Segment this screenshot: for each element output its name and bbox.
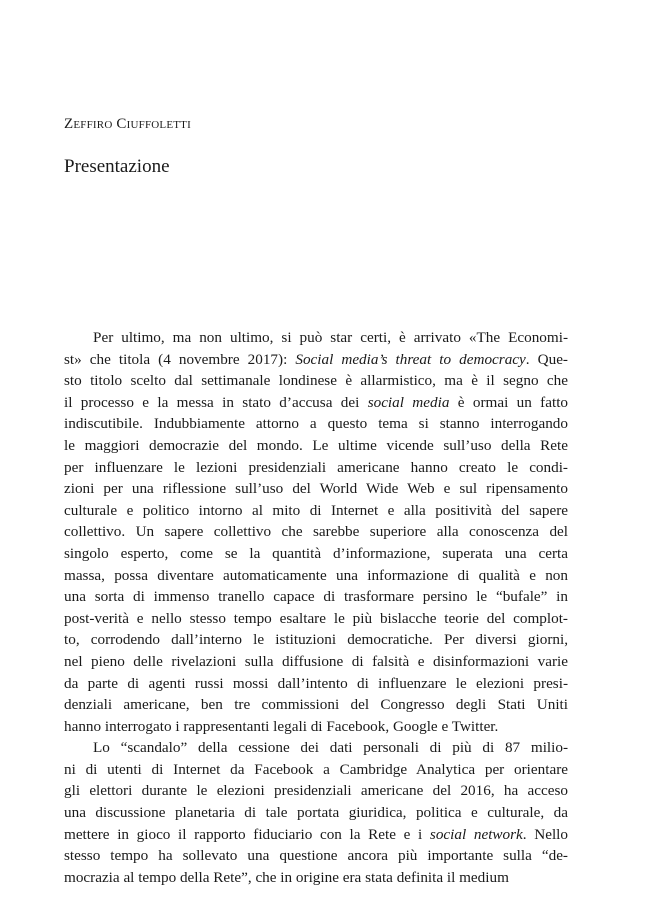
text-run: to, corrodendo dall’interno le istituzioni democratiche. Per diversi giorni, [64,631,568,649]
text-run: hanno interrogato i rappresentanti legali di Facebook, Google e Twitter. [64,717,499,735]
text-line [64,392,568,414]
text-line [64,370,568,392]
text-line [64,867,568,889]
text-line [64,694,568,716]
text-run: le maggiori democrazie del mondo. Le ultime vicende sull’uso della Rete [64,436,568,454]
text-run: una discussione planetaria di tale portata giuridica, politica e culturale, da [64,804,568,822]
body-text [64,327,568,888]
text-run: mettere in gioco il rapporto fiduciario con la Rete e i [64,825,430,843]
text-line [64,845,568,867]
text-run: il processo e la messa in stato d’accusa dei [64,393,368,411]
text-run: st» che titola (4 novembre 2017): [64,350,296,368]
text-line [64,349,568,371]
text-line [64,651,568,673]
text-line [64,629,568,651]
italic-text: Social media’s threat to democracy [295,350,526,368]
text-line [64,565,568,587]
text-run: collettivo. Un sapere collettivo che sarebbe superiore alla conoscenza del [64,523,568,541]
text-run: Per ultimo, ma non ultimo, si può star certi, è arrivato «The Economi- [93,329,568,346]
text-run: culturale e politico intorno al mito di Internet e alla positività del sapere [64,501,568,519]
text-line [64,435,568,457]
text-run: stesso tempo ha sollevato una questione ancora più importante sulla “de- [64,847,568,865]
text-run: zioni per una riflessione sull’uso del World Wide Web e sul ripensamento [64,480,568,498]
text-line [64,457,568,479]
text-run: singolo esperto, come se la quantità d’informazione, superata una certa [64,544,568,562]
text-run: una sorta di immenso tranello capace di trasformare persino le “bufale” in [64,588,568,606]
italic-text: social media [367,393,450,411]
text-run: denziali americane, ben tre commissioni del Congresso degli Stati Uniti [64,696,568,714]
text-line [64,737,568,759]
text-line [64,716,568,738]
italic-text: social network [429,825,523,843]
text-run: è ormai un fatto [449,393,568,411]
text-run: Lo “scandalo” della cessione dei dati personali di più di 87 milio- [93,739,568,757]
text-run: sto titolo scelto dal settimanale londinese è allarmistico, ma è il segno che [64,372,568,390]
text-run: ni di utenti di Internet da Facebook a Cambridge Analytica per orientare [64,760,568,778]
author-name: Zeffiro Ciuffoletti [64,116,191,132]
text-line [64,608,568,630]
text-line [64,478,568,500]
text-run: da parte di agenti russi mossi dall’intento di influenzare le elezioni presi- [64,674,568,692]
text-line [64,327,568,349]
text-run: mocrazia al tempo della Rete”, che in origine era stata definita il medium [64,868,509,886]
text-line [64,673,568,695]
text-line [64,500,568,522]
text-run: gli elettori durante le elezioni presidenziali americane del 2016, ha acceso [64,782,568,800]
text-run: per influenzare le lezioni presidenziali americane hanno creato le condi- [64,458,568,476]
text-run: indiscutibile. Indubbiamente attorno a questo tema si stanno interrogando [64,415,568,433]
chapter-title: Presentazione [64,156,170,177]
text-run: . Nello [522,825,568,843]
text-run: massa, possa diventare automaticamente una informazione di qualità e non [64,566,568,584]
text-run: nel pieno delle rivelazioni sulla diffusione di falsità e disinformazioni varie [64,652,568,670]
text-run: post-verità e nello stesso tempo esaltare le più bislacche teorie del complot- [64,609,568,627]
text-line [64,413,568,435]
text-line [64,780,568,802]
text-line [64,521,568,543]
text-run: . Que- [525,350,568,368]
text-line [64,824,568,846]
text-line [64,586,568,608]
text-line [64,759,568,781]
text-line [64,802,568,824]
text-line [64,543,568,565]
